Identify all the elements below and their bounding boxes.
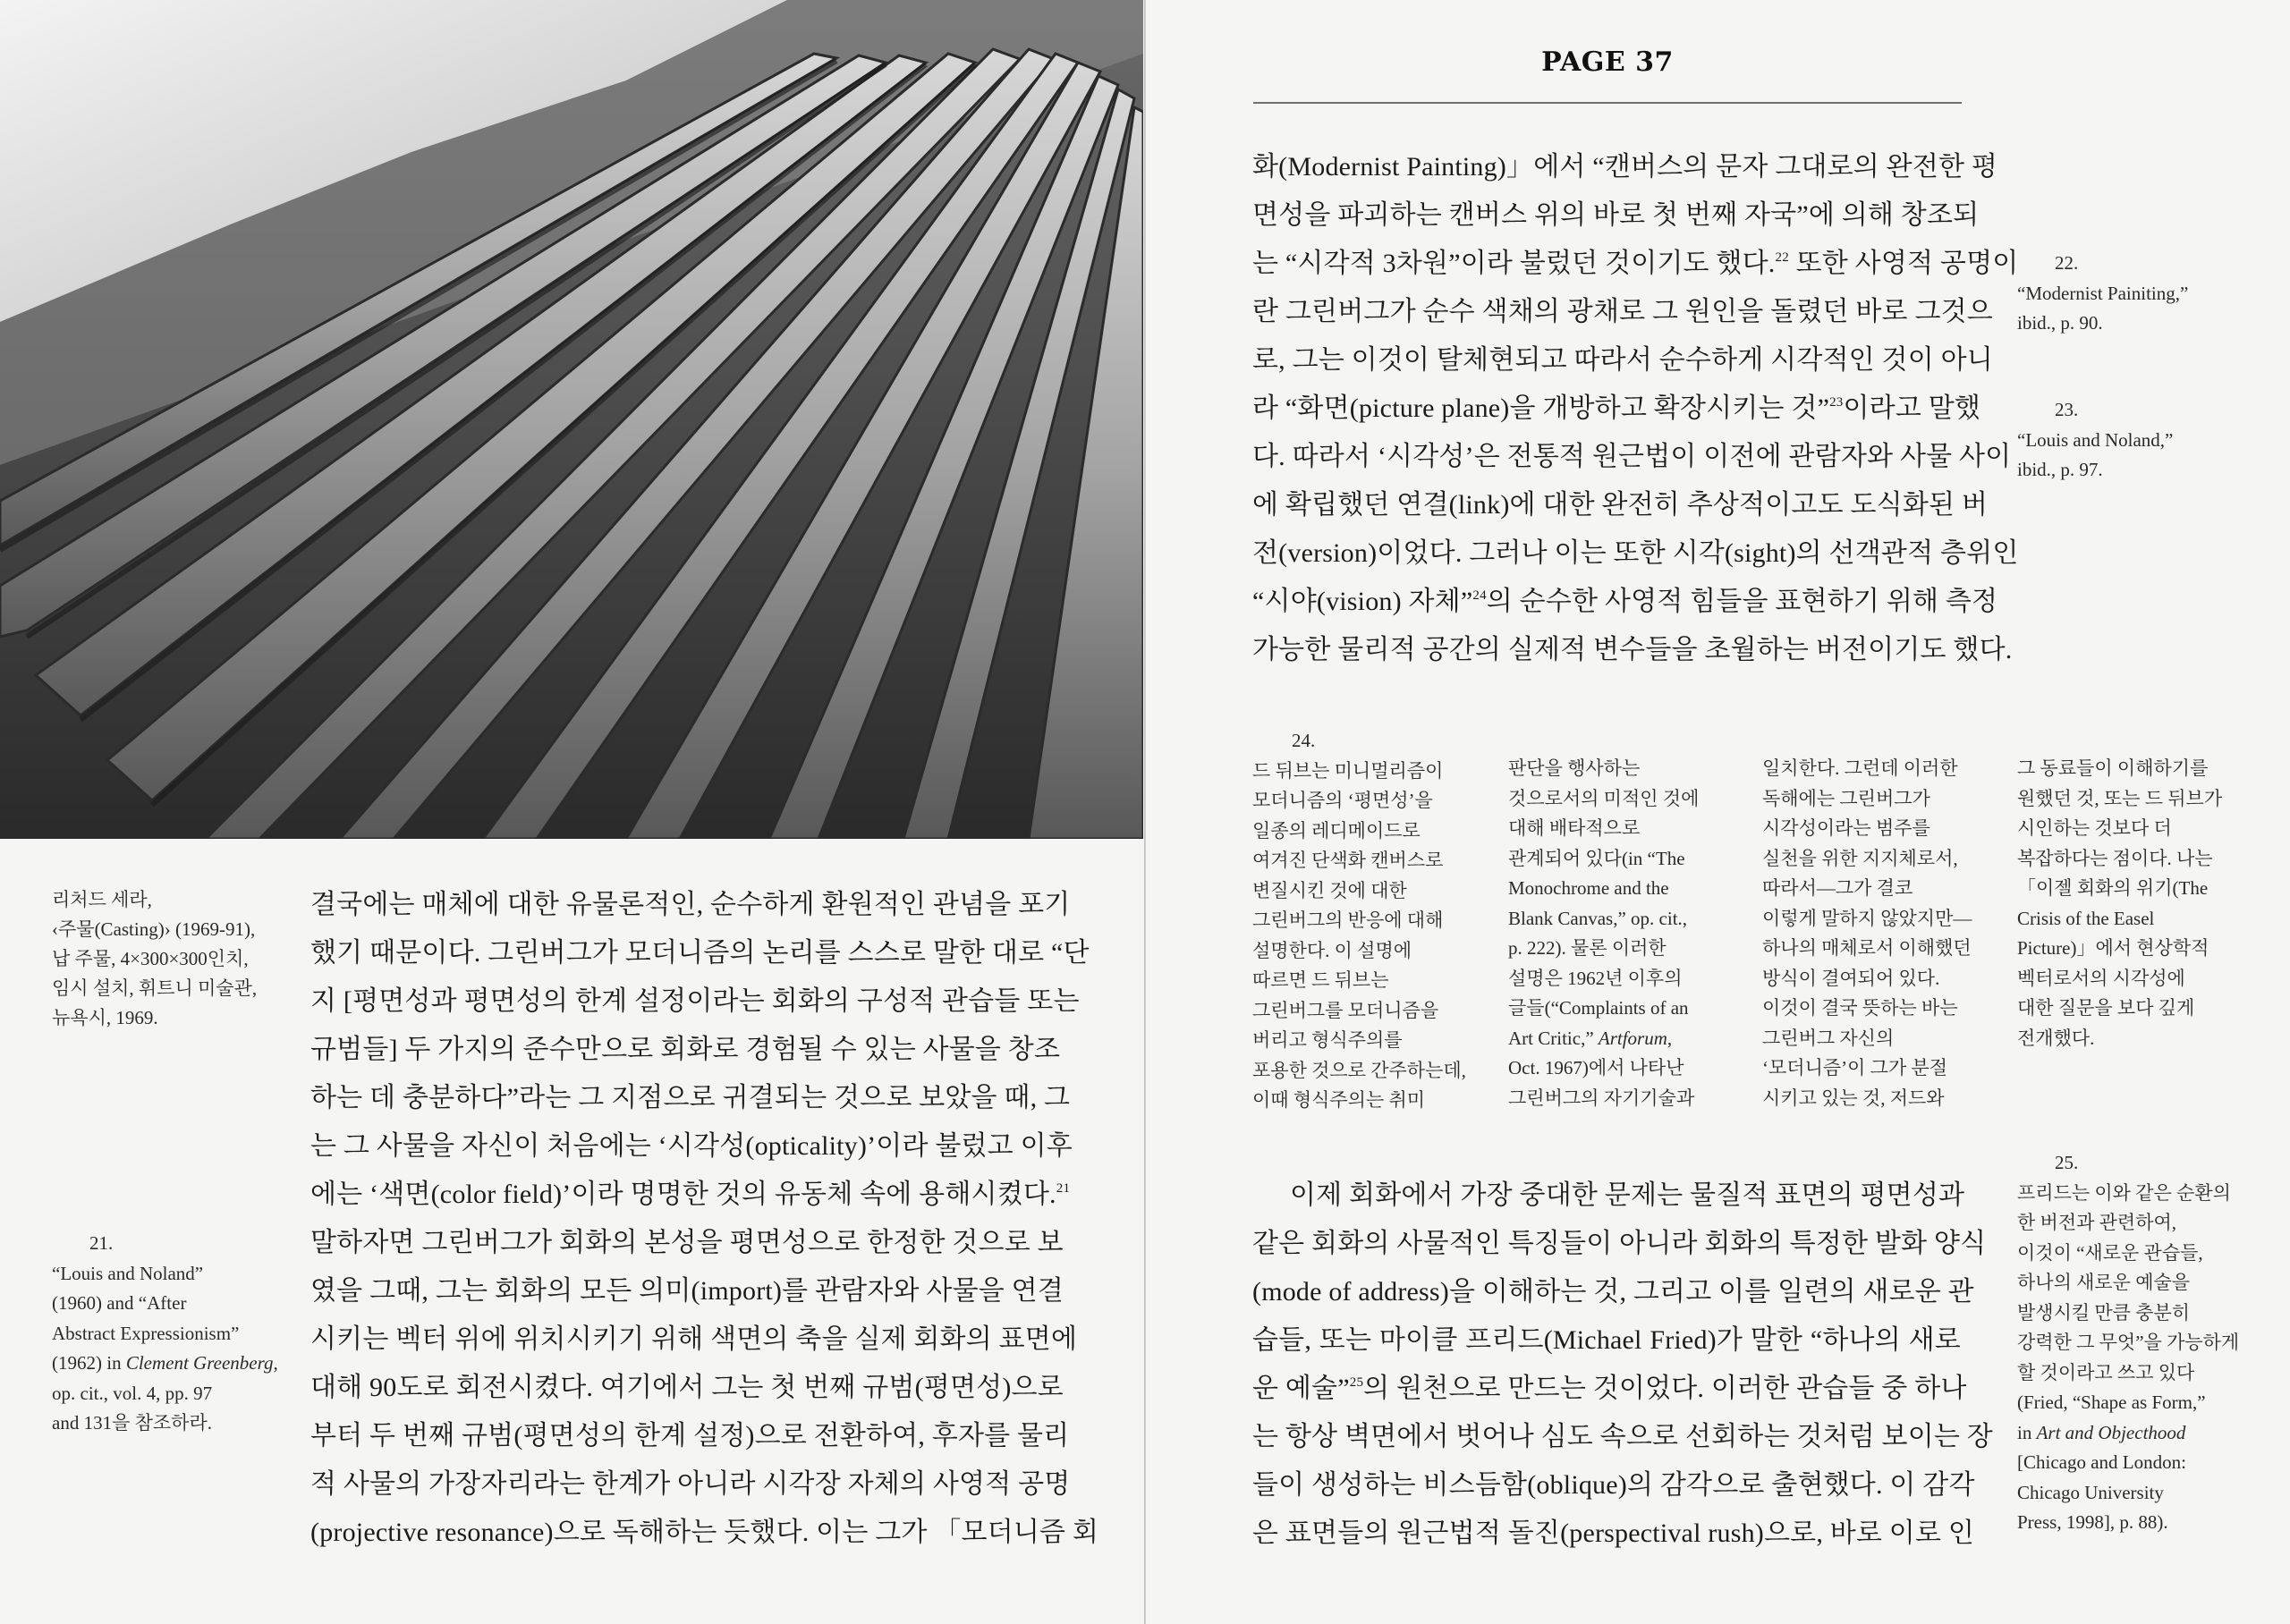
punctuation: , [1667,1027,1673,1049]
footnote-line: 그린버그의 자기기술과 [1508,1087,1695,1109]
footnote-line: 한 버전과 관련하여, [2017,1212,2177,1233]
body-line: 대해 90도로 회전시켰다. 여기에서 그는 첫 번째 규범(평면성)으로 [310,1373,1064,1402]
book-title: Clement Greenberg [125,1352,274,1374]
footnote-line: 이것이 결국 뜻하는 바는 [1762,997,1958,1019]
body-text-run: 이라고 말했 [1843,393,1981,423]
footnote-line: 「이젤 회화의 위기(The [2017,877,2209,899]
footnote-text: (1962) in [52,1352,126,1374]
footnote-line: 버리고 형식주의를 [1252,1029,1403,1051]
book-title: Art and Objecthood [2036,1421,2186,1443]
footnote-ref-24[interactable]: 24 [1472,588,1487,603]
body-text-run: 운 예술” [1252,1374,1350,1403]
footnote-line: p. 222). 물론 이러한 [1508,937,1667,959]
right-body-text-top [1252,143,2019,674]
footnote-line: (1960) and “After [52,1292,187,1314]
body-text-run: 의 원천으로 만드는 것이었다. 이러한 관습들 중 하나 [1363,1374,1967,1403]
body-line: 전(version)이었다. 그러나 이는 또한 시각(sight)의 선객관적 층위인 [1252,538,2019,568]
footnote-22 [2017,249,2250,339]
footnote-number: 23. [2055,399,2079,420]
body-text-run: 의 순수한 사영적 힘들을 표현하기 위해 측정 [1486,587,1998,616]
footnote-line: 판단을 행사하는 [1508,757,1641,779]
footnote-line: (Fried, “Shape as Form,” [2017,1391,2206,1413]
footnote-line: Picture)」에서 현상학적 [2017,937,2209,959]
footnote-line: 방식이 결여되어 있다. [1762,967,1940,989]
footnote-line: 따르면 드 뒤브는 [1252,969,1389,991]
body-line [1252,1365,1967,1413]
footnote-line: 독해에는 그린버그가 [1762,787,1930,809]
footnote-line: 시키고 있는 것, 저드와 [1762,1087,1945,1109]
artwork-photograph [0,0,1143,839]
footnote-line: “Louis and Noland” [52,1262,204,1284]
footnote-line: 일종의 레디메이드로 [1252,819,1421,842]
footnote-23 [2017,395,2250,486]
body-text-run: 는 “시각적 3차원”이라 불렀던 것이기도 했다. [1252,249,1776,278]
footnote-line: 포용한 것으로 간주하는데, [1252,1059,1466,1081]
body-text-run: 또한 사영적 공명이 [1788,249,2019,278]
body-line: 부터 두 번째 규범(평면성의 한계 설정)으로 전환하여, 후자를 물리 [310,1421,1070,1451]
figure-caption [52,885,284,1033]
body-line: 면성을 파괴하는 캔버스 위의 바로 첫 번째 자국”에 의해 창조되 [1252,200,1980,230]
caption-line: 뉴욕시, 1969. [52,1007,158,1028]
footnote-line: 시인하는 것보다 더 [2017,817,2172,839]
footnote-24-column-4 [2017,754,2250,1053]
right-body-text-bottom [1252,1171,1993,1558]
footnote-24-column-3 [1762,754,1995,1113]
footnote-number: 25. [2055,1152,2079,1173]
body-line: 화(Modernist Painting)」에서 “캔버스의 문자 그대로의 완전한 평 [1252,152,1998,182]
footnote-line: Press, 1998], p. 88). [2017,1511,2168,1533]
footnote-line: 이것이 “새로운 관습들, [2017,1241,2203,1264]
body-line: 은 표면들의 원근법적 돌진(perspectival rush)으로, 바로 이로 인 [1252,1518,1975,1548]
footnote-line: 여겨진 단색화 캔버스로 [1252,850,1444,871]
footnote-ref-23[interactable]: 23 [1829,395,1844,410]
footnote-21 [52,1229,293,1439]
body-line [1252,578,1998,626]
body-line: 에 확립했던 연결(link)에 대한 완전히 추상적이고도 도식화된 버 [1252,490,1989,520]
footnote-line: 그린버그의 반응에 대해 [1252,909,1444,931]
body-line: 들이 생성하는 비스듬함(oblique)의 감각으로 출현했다. 이 감각 [1252,1470,1975,1500]
body-line: (projective resonance)으로 독해하는 듯했다. 이는 그가 「모더니즘 회 [310,1518,1099,1547]
footnote-line [52,1349,293,1379]
footnote-line: 실천을 위한 지지체로서, [1762,847,1958,869]
footnote-number: 24. [1292,730,1316,751]
footnote-line: Abstract Expressionism” [52,1322,240,1344]
lead-casting-strips-image [0,0,1143,839]
footnote-line: [Chicago and London: [2017,1451,2186,1473]
footnote-line: 시각성이라는 범주를 [1762,817,1930,839]
body-line [1252,385,1981,433]
footnote-line: 원했던 것, 또는 드 뒤브가 [2017,787,2223,809]
footnote-line: ibid., p. 90. [2017,312,2103,334]
footnote-line [2017,1418,2259,1449]
body-text-run: “시야(vision) 자체” [1252,587,1473,616]
footnote-line: “Louis and Noland,” [2017,428,2174,451]
body-line [310,1171,1071,1219]
body-text-run: 에는 ‘색면(color field)’이라 명명한 것의 유동체 속에 용해시켰다. [310,1180,1056,1209]
footnote-line: 설명한다. 이 설명에 [1252,939,1412,961]
caption-line: 임시 설치, 휘트니 미술관, [52,977,258,999]
body-line: 적 사물의 가장자리라는 한계가 아니라 시각장 자체의 사영적 공명 [310,1469,1071,1499]
body-line: 다. 따라서 ‘시각성’은 전통적 원근법이 이전에 관람자와 사물 사이 [1252,442,2012,471]
footnote-line: 것으로서의 미적인 것에 [1508,787,1700,809]
footnote-line: 그린버그 자신의 [1762,1027,1895,1049]
footnote-line: 강력한 그 무엇”을 가능하게 [2017,1332,2240,1353]
body-line: 로, 그는 이것이 탈체현되고 따라서 순수하게 시각적인 것이 아니 [1252,345,1993,375]
page-number-header: PAGE 37 [1541,47,1674,78]
footnote-line: ibid., p. 97. [2017,459,2103,480]
caption-line: 리처드 세라, [52,889,152,910]
footnote-line: 그린버그를 모더니즘을 [1252,999,1439,1021]
journal-title: Artforum [1598,1027,1667,1049]
body-line: 같은 회화의 사물적인 특징들이 아니라 회화의 특정한 발화 양식 [1252,1229,1987,1258]
footnote-line: 드 뒤브는 미니멀리즘이 [1252,759,1444,782]
body-line: 가능한 물리적 공간의 실제적 변수들을 초월하는 버전이기도 했다. [1252,635,2013,664]
footnote-line: 관계되어 있다(in “The [1508,847,1685,869]
body-line: 하는 데 충분하다”라는 그 지점으로 귀결되는 것으로 보았을 때, 그 [310,1083,1071,1112]
body-line: 이제 회화에서 가장 중대한 문제는 물질적 표면의 평면성과 [1290,1180,1965,1210]
footnote-24-column-2 [1508,754,1741,1113]
footnote-line: 발생시킬 만큼 충분히 [2017,1301,2191,1324]
footnote-number: 22. [2055,252,2079,274]
footnote-line: 이렇게 말하지 않았지만— [1762,907,1972,929]
footnote-line: ‘모더니즘’이 그가 분절 [1762,1057,1948,1078]
body-line: 시키는 벡터 위에 위치시키기 위해 색면의 축을 실제 회화의 표면에 [310,1324,1078,1354]
body-line: (mode of address)을 이해하는 것, 그리고 이를 일련의 새로운 관 [1252,1277,1974,1307]
footnote-line: 복잡하다는 점이다. 나는 [2017,847,2213,869]
footnote-ref-21[interactable]: 21 [1056,1181,1071,1196]
footnote-line: Monochrome and the [1508,877,1669,899]
footnote-line [1508,1024,1741,1054]
body-line: 말하자면 그린버그가 회화의 본성을 평면성으로 한정한 것으로 보 [310,1228,1064,1257]
footnote-line: and 131을 참조하라. [52,1412,213,1434]
footnote-text: in [2017,1421,2037,1443]
footnote-line: 이때 형식주의는 취미 [1252,1089,1426,1111]
footnote-line: 설명은 1962년 이후의 [1508,967,1683,989]
caption-line: 납 주물, 4×300×300인치, [52,948,249,969]
footnote-line: 모더니즘의 ‘평면성’을 [1252,790,1433,811]
footnote-line: 할 것이라고 쓰고 있다 [2017,1361,2195,1383]
body-line: 습들, 또는 마이클 프리드(Michael Fried)가 말한 “하나의 새로 [1252,1325,1961,1355]
left-body-text [310,881,1099,1557]
body-text-run: 라 “화면(picture plane)을 개방하고 확장시키는 것” [1252,393,1830,423]
footnote-line: 일치한다. 그런데 이러한 [1762,757,1958,779]
body-line: 규범들] 두 가지의 준수만으로 회화로 경험될 수 있는 사물을 창조 [310,1035,1061,1064]
footnote-line: “Modernist Painiting,” [2017,282,2189,304]
footnote-line: Crisis of the Easel [2017,907,2155,929]
body-line: 결국에는 매체에 대한 유물론적인, 순수하게 환원적인 관념을 포기 [310,890,1071,919]
footnote-ref-25[interactable]: 25 [1349,1375,1364,1390]
body-line: 였을 그때, 그는 회화의 모든 의미(import)를 관람자와 사물을 연결 [310,1276,1064,1306]
footnote-line: 그 동료들이 이해하기를 [2017,757,2209,779]
footnote-line: 하나의 매체로서 이해했던 [1762,937,1972,959]
body-line: 했기 때문이다. 그린버그가 모더니즘의 논리를 스스로 말한 대로 “단 [310,938,1090,968]
footnote-line: 전개했다. [2017,1027,2095,1049]
footnote-25 [2017,1148,2259,1538]
page-gutter [1144,0,1146,1624]
body-line: 란 그린버그가 순수 색채의 광채로 그 원인을 돌렸던 바로 그것으 [1252,297,1993,326]
footnote-line: 벡터로서의 시각성에 [2017,967,2185,989]
footnote-line: 프리드는 이와 같은 순환의 [2017,1181,2231,1204]
footnote-ref-22[interactable]: 22 [1775,250,1789,265]
footnote-line: 대해 배타적으로 [1508,817,1641,839]
body-line: 지 [평면성과 평면성의 한계 설정이라는 회화의 구성적 관습들 또는 [310,986,1080,1016]
footnote-line: Oct. 1967)에서 나타난 [1508,1057,1684,1078]
footnote-24-column-1 [1252,726,1485,1116]
body-line: 는 그 사물을 자신이 처음에는 ‘시각성(opticality)’이라 불렀고 이후 [310,1131,1073,1161]
caption-line: ‹주물(Casting)› (1969-91), [52,918,256,940]
footnote-line: Chicago University [2017,1481,2164,1503]
footnote-line: Blank Canvas,” op. cit., [1508,907,1688,929]
footnote-line: 글들(“Complaints of an [1508,997,1689,1019]
body-line: 는 항상 벽면에서 벗어나 심도 속으로 선회하는 것처럼 보이는 장 [1252,1422,1993,1451]
footnote-line: op. cit., vol. 4, pp. 97 [52,1382,213,1404]
header-divider [1253,102,1962,104]
punctuation: , [273,1352,278,1374]
footnote-line: 변질시킨 것에 대한 [1252,879,1407,901]
footnote-line: 하나의 새로운 예술을 [2017,1272,2191,1293]
footnote-line: 대한 질문을 보다 깊게 [2017,997,2195,1019]
body-line [1252,240,2019,288]
footnote-number: 21. [89,1232,114,1254]
footnote-text: Art Critic,” [1508,1027,1599,1049]
footnote-line: 따라서—그가 결코 [1762,877,1913,899]
